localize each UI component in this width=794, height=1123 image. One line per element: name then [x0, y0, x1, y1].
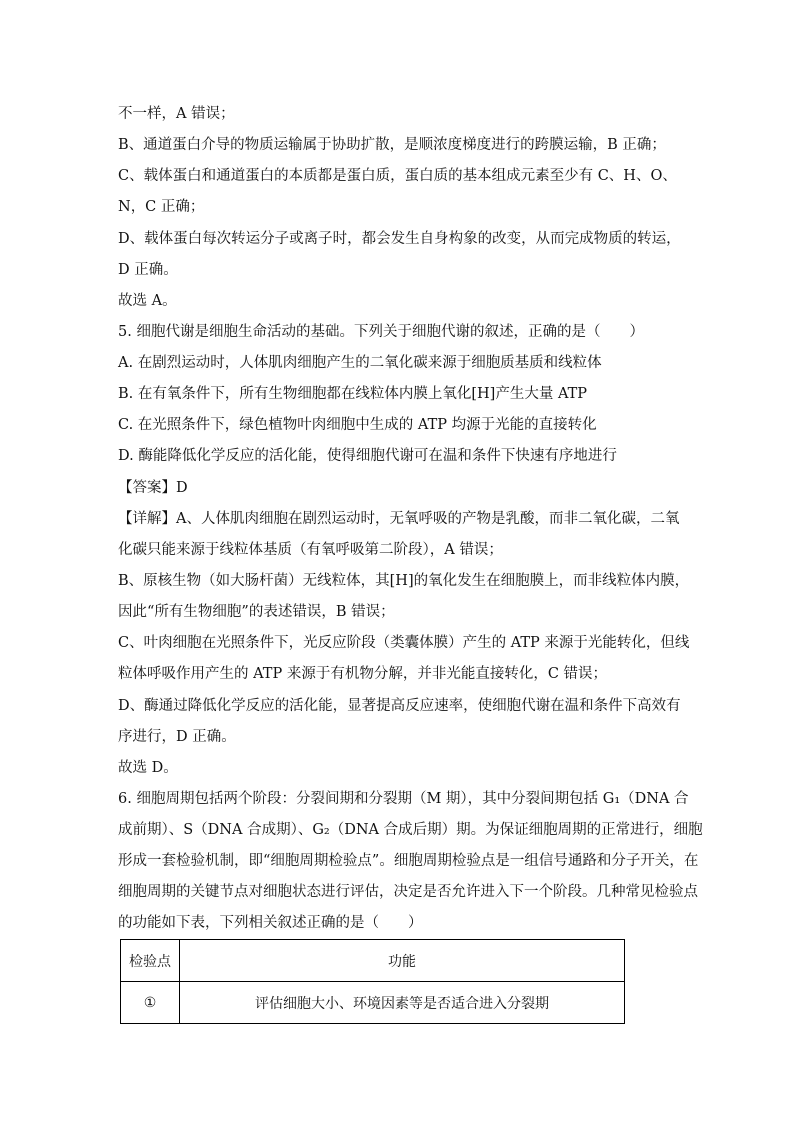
question-5-stem: 5. 细胞代谢是细胞生命活动的基础。下列关于细胞代谢的叙述，正确的是（ ）: [118, 324, 644, 340]
text-line: 不一样，A 错误；: [118, 106, 235, 122]
explanation-line: D、酶通过降低化学反应的活化能，显著提高反应速率，使细胞代谢在温和条件下高效有: [118, 698, 681, 714]
explanation-line: 粒体呼吸作用产生的 ATP 来源于有机物分解，并非光能直接转化，C 错误；: [118, 666, 608, 682]
option-b: B. 在有氧条件下，所有生物细胞都在线粒体内膜上氧化[H]产生大量 ATP: [118, 386, 588, 402]
question-6-stem: 6. 细胞周期包括两个阶段：分裂间期和分裂期（M 期），其中分裂间期包括 G₁（DNA 合: [118, 791, 689, 807]
table-cell: 评估细胞大小、环境因素等是否适合进入分裂期: [180, 982, 625, 1024]
question-6-stem: 成前期）、S（DNA 合成期）、G₂（DNA 合成后期）期。为保证细胞周期的正常进行，细胞: [118, 822, 703, 838]
answer-line: 【答案】D: [118, 480, 188, 496]
explanation-line: 因此“所有生物细胞”的表述错误，B 错误；: [118, 604, 395, 620]
option-c: C. 在光照条件下，绿色植物叶肉细胞中生成的 ATP 均源于光能的直接转化: [118, 417, 597, 433]
text-line: B、通道蛋白介导的物质运输属于协助扩散，是顺浓度梯度进行的跨膜运输，B 正确；: [118, 137, 666, 153]
explanation-line: 化碳只能来源于线粒体基质（有氧呼吸第二阶段），A 错误；: [118, 542, 503, 558]
explanation-line: 【详解】A、人体肌肉细胞在剧烈运动时，无氧呼吸的产物是乳酸，而非二氧化碳，二氧: [118, 511, 680, 527]
table-header-row: [121, 940, 625, 982]
question-6-stem: 细胞周期的关键节点对细胞状态进行评估，决定是否允许进入下一个阶段。几种常见检验点: [118, 884, 698, 900]
text-line: D、载体蛋白每次转运分子或离子时，都会发生自身构象的改变，从而完成物质的转运，: [118, 231, 681, 247]
choice-line: 故选 D。: [118, 760, 178, 776]
option-d: D. 酶能降低化学反应的活化能，使得细胞代谢可在温和条件下快速有序地进行: [118, 448, 617, 464]
text-line: D 正确。: [118, 262, 178, 278]
explanation-line: B、原核生物（如大肠杆菌）无线粒体，其[H]的氧化发生在细胞膜上，而非线粒体内膜，: [118, 573, 690, 589]
checkpoint-table: [120, 939, 625, 1024]
question-6-stem: 的功能如下表，下列相关叙述正确的是（ ）: [118, 915, 423, 931]
table-header-cell: 检验点: [121, 940, 180, 982]
question-6-stem: 形成一套检验机制，即“细胞周期检验点”。细胞周期检验点是一组信号通路和分子开关，在: [118, 853, 699, 869]
table-cell: ①: [121, 982, 180, 1024]
explanation-line: C、叶肉细胞在光照条件下，光反应阶段（类囊体膜）产生的 ATP 来源于光能转化，但线: [118, 635, 690, 651]
explanation-line: 序进行，D 正确。: [118, 729, 236, 745]
table-row: [121, 982, 625, 1024]
text-line: C、载体蛋白和通道蛋白的本质都是蛋白质，蛋白质的基本组成元素至少有 C、H、O、: [118, 168, 677, 184]
text-line: 故选 A。: [118, 293, 177, 309]
table-header-cell: 功能: [180, 940, 625, 982]
option-a: A. 在剧烈运动时，人体肌肉细胞产生的二氧化碳来源于细胞质基质和线粒体: [118, 355, 602, 371]
text-line: N，C 正确；: [118, 199, 205, 215]
